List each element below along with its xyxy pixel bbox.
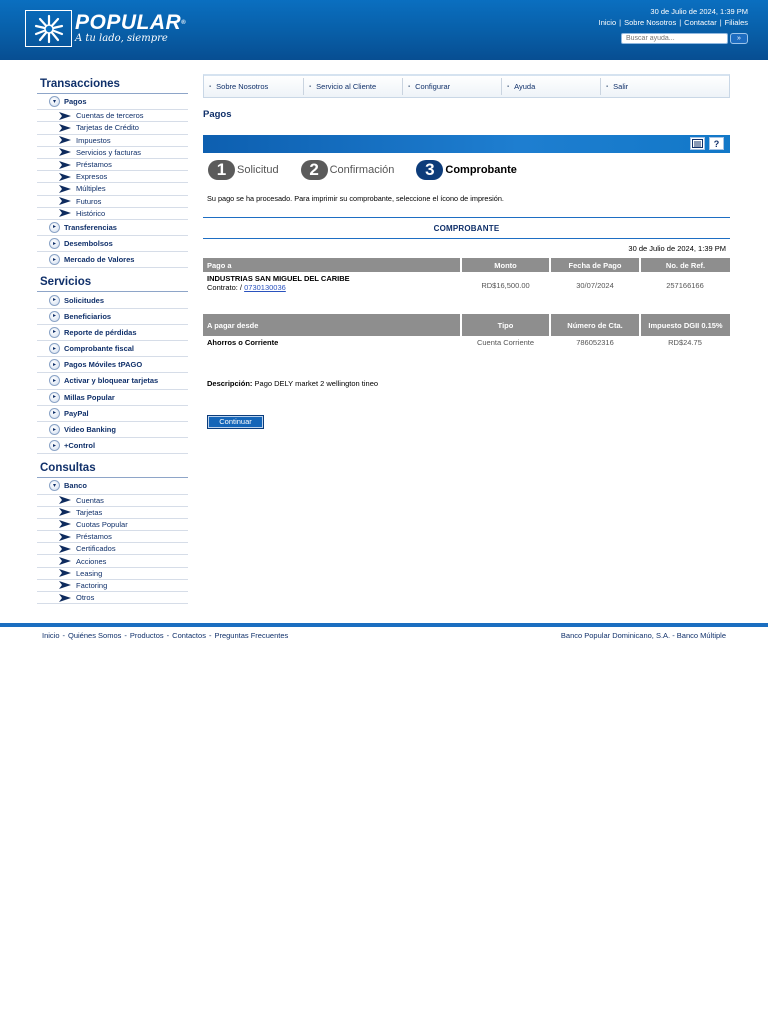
arrow-right-icon xyxy=(59,173,71,181)
sidebar-subitem[interactable]: Tarjetas de Crédito xyxy=(37,122,188,134)
sidebar-subitem[interactable]: Impuestos xyxy=(37,135,188,147)
topnav-salir[interactable]: ▪ Salir xyxy=(606,82,629,91)
collapse-icon: ▾ xyxy=(49,480,60,491)
sidebar-item[interactable]: ▸ Solicitudes xyxy=(37,292,188,308)
date-cell: 30/07/2024 xyxy=(576,281,614,290)
sidebar-section-transacciones[interactable]: Transacciones xyxy=(37,74,188,94)
header-link-filiales[interactable]: Filiales xyxy=(724,18,748,27)
column-header: Monto xyxy=(461,258,550,272)
main-content xyxy=(203,74,730,429)
continue-button[interactable]: Continuar xyxy=(207,415,264,429)
sidebar-subitem[interactable]: Acciones xyxy=(37,555,188,567)
arrow-right-icon xyxy=(59,569,71,577)
sidebar-section-consultas[interactable]: Consultas xyxy=(37,458,188,478)
sidebar-item-desembolsos[interactable]: ▸ Desembolsos xyxy=(37,236,188,252)
help-search-button[interactable]: » xyxy=(730,33,748,44)
arrow-right-icon xyxy=(59,508,71,516)
arrow-right-icon xyxy=(59,594,71,602)
banco-submenu xyxy=(37,495,188,605)
header-links: Inicio | Sobre Nosotros | Contactar | Filiales xyxy=(598,18,748,27)
reference-cell: 257166166 xyxy=(666,281,704,290)
arrow-right-icon xyxy=(59,112,71,120)
sidebar-item-banco[interactable]: ▾ Banco xyxy=(37,478,188,494)
payment-table xyxy=(203,258,730,292)
link-icon: ▪ xyxy=(408,83,411,90)
payee-name: INDUSTRIAS SAN MIGUEL DEL CARIBE xyxy=(207,274,350,283)
sidebar-item-mercado-de-valores[interactable]: ▸ Mercado de Valores xyxy=(37,252,188,268)
expand-icon: ▸ xyxy=(49,254,60,265)
sidebar-item[interactable]: ▸ Reporte de pérdidas xyxy=(37,325,188,341)
topnav-ayuda[interactable]: ▪ Ayuda xyxy=(507,82,536,91)
footer-links: Inicio - Quiénes Somos - Productos - Contactos - Preguntas Frecuentes xyxy=(42,631,289,640)
sidebar-subitem[interactable]: Tarjetas xyxy=(37,507,188,519)
source-account-table xyxy=(203,314,730,347)
sidebar-item[interactable]: ▸ Activar y bloquear tarjetas xyxy=(37,373,188,389)
sidebar-item[interactable]: ▸ Beneficiarios xyxy=(37,309,188,325)
sidebar-subitem[interactable]: Cuentas de terceros xyxy=(37,110,188,122)
page-footer xyxy=(0,623,768,641)
sidebar xyxy=(37,74,188,604)
contract-line: Contrato: / 0730130036 xyxy=(207,283,286,292)
column-header: Número de Cta. xyxy=(550,314,640,336)
footer-legal: Banco Popular Dominicano, S.A. - Banco Múltiple xyxy=(560,631,726,640)
expand-icon: ▸ xyxy=(49,295,60,306)
arrow-right-icon xyxy=(59,557,71,565)
arrow-right-icon xyxy=(59,136,71,144)
column-header: No. de Ref. xyxy=(640,258,730,272)
source-cell: Ahorros o Corriente xyxy=(207,338,279,347)
account-cell: 786052316 xyxy=(576,338,614,347)
help-icon[interactable]: ? xyxy=(709,137,724,150)
payee-cell xyxy=(203,272,461,292)
payment-description: Descripción: Pago DELY market 2 wellington tineo xyxy=(207,379,379,388)
arrow-right-icon xyxy=(59,520,71,528)
page-header xyxy=(0,0,768,60)
expand-icon: ▸ xyxy=(49,375,60,386)
brand-name: POPULAR® xyxy=(75,11,187,34)
tax-cell: RD$24.75 xyxy=(668,338,702,347)
link-icon: ▪ xyxy=(606,83,609,90)
column-header: Pago a xyxy=(203,258,461,272)
step-solicitud: 1 Solicitud xyxy=(203,160,279,180)
table-row xyxy=(203,272,730,292)
sidebar-subitem[interactable]: Leasing xyxy=(37,568,188,580)
footer-link-contactos[interactable]: Contactos xyxy=(172,631,206,640)
sidebar-subitem[interactable]: Histórico xyxy=(37,208,188,220)
expand-icon: ▸ xyxy=(49,392,60,403)
arrow-right-icon xyxy=(59,185,71,193)
page-title: Pagos xyxy=(203,109,232,120)
print-icon[interactable] xyxy=(690,137,705,150)
action-bar xyxy=(203,135,730,153)
top-navigation xyxy=(203,74,730,98)
sidebar-subitem[interactable]: Cuentas xyxy=(37,495,188,507)
step-comprobante: 3 Comprobante xyxy=(411,160,517,180)
sidebar-subitem[interactable]: Factoring xyxy=(37,580,188,592)
expand-icon: ▸ xyxy=(49,343,60,354)
footer-link-preguntas-frecuentes[interactable]: Preguntas Frecuentes xyxy=(214,631,289,640)
sidebar-subitem[interactable]: Servicios y facturas xyxy=(37,147,188,159)
sidebar-subitem[interactable]: Múltiples xyxy=(37,183,188,195)
sidebar-item[interactable]: ▸ Video Banking xyxy=(37,422,188,438)
type-cell: Cuenta Corriente xyxy=(476,338,535,347)
sidebar-subitem[interactable]: Certificados xyxy=(37,543,188,555)
sidebar-subitem[interactable]: Préstamos xyxy=(37,531,188,543)
column-header: A pagar desde xyxy=(203,314,461,336)
brand-tagline: A tu lado, siempre xyxy=(75,33,168,44)
sidebar-item[interactable]: ▸ Pagos Móviles tPAGO xyxy=(37,357,188,373)
table-row xyxy=(203,336,730,347)
expand-icon: ▸ xyxy=(49,440,60,451)
sidebar-item[interactable]: ▸ Comprobante fiscal xyxy=(37,341,188,357)
receipt-date: 30 de Julio de 2024, 1:39 PM xyxy=(628,244,726,253)
footer-link-productos[interactable]: Productos xyxy=(129,631,164,640)
sidebar-item-pagos[interactable]: ▾ Pagos xyxy=(37,94,188,110)
arrow-right-icon xyxy=(59,581,71,589)
servicios-menu xyxy=(37,292,188,454)
sidebar-section-servicios[interactable]: Servicios xyxy=(37,272,188,292)
link-icon: ▪ xyxy=(507,83,510,90)
popular-logo-mark xyxy=(25,10,72,47)
column-header: Impuesto DGII 0.15% xyxy=(640,314,730,336)
header-datetime: 30 de Julio de 2024, 1:39 PM xyxy=(650,7,748,16)
topnav-sobre-nosotros[interactable]: ▪ Sobre Nosotros xyxy=(209,82,269,91)
expand-icon: ▸ xyxy=(49,424,60,435)
sidebar-subitem[interactable]: Otros xyxy=(37,592,188,604)
sidebar-subitem[interactable]: Préstamos xyxy=(37,159,188,171)
progress-steps xyxy=(203,159,730,181)
link-icon: ▪ xyxy=(309,83,312,90)
topnav-servicio-al-cliente[interactable]: ▪ Servicio al Cliente xyxy=(309,82,377,91)
sidebar-subitem[interactable]: Expresos xyxy=(37,171,188,183)
pagos-submenu xyxy=(37,110,188,220)
footer-link-inicio[interactable]: Inicio xyxy=(42,631,60,640)
popular-logo[interactable] xyxy=(25,10,186,47)
topnav-configurar[interactable]: ▪ Configurar xyxy=(408,82,451,91)
header-link-inicio[interactable]: Inicio xyxy=(598,18,617,27)
success-message: Su pago se ha procesado. Para imprimir su comprobante, seleccione el ícono de impresión. xyxy=(207,194,504,203)
expand-icon: ▸ xyxy=(49,222,60,233)
sidebar-item[interactable]: ▸ Millas Popular xyxy=(37,390,188,406)
arrow-right-icon xyxy=(59,148,71,156)
header-link-contactar[interactable]: Contactar xyxy=(684,18,717,27)
expand-icon: ▸ xyxy=(49,238,60,249)
expand-icon: ▸ xyxy=(49,359,60,370)
collapse-icon: ▾ xyxy=(49,96,60,107)
help-search xyxy=(621,33,748,44)
expand-icon: ▸ xyxy=(49,327,60,338)
arrow-right-icon xyxy=(59,197,71,205)
sidebar-item-transferencias[interactable]: ▸ Transferencias xyxy=(37,220,188,236)
arrow-right-icon xyxy=(59,209,71,217)
sidebar-subitem[interactable]: Futuros xyxy=(37,196,188,208)
expand-icon: ▸ xyxy=(49,408,60,419)
link-icon: ▪ xyxy=(209,83,212,90)
sidebar-subitem[interactable]: Cuotas Popular xyxy=(37,519,188,531)
arrow-right-icon xyxy=(59,545,71,553)
arrow-right-icon xyxy=(59,496,71,504)
sidebar-item[interactable]: ▸ +Control xyxy=(37,438,188,454)
arrow-right-icon xyxy=(59,161,71,169)
footer-link-quienes-somos[interactable]: Quiénes Somos xyxy=(68,631,122,640)
arrow-right-icon xyxy=(59,533,71,541)
help-search-input[interactable] xyxy=(621,33,728,44)
expand-icon: ▸ xyxy=(49,311,60,322)
amount-cell: RD$16,500.00 xyxy=(481,281,530,290)
step-confirmacion: 2 Confirmación xyxy=(296,160,395,180)
column-header: Tipo xyxy=(461,314,550,336)
arrow-right-icon xyxy=(59,124,71,132)
contract-link[interactable]: 0730130036 xyxy=(244,283,286,292)
header-link-sobre-nosotros[interactable]: Sobre Nosotros xyxy=(624,18,677,27)
sidebar-item[interactable]: ▸ PayPal xyxy=(37,406,188,422)
column-header: Fecha de Pago xyxy=(550,258,640,272)
receipt-title: COMPROBANTE xyxy=(203,217,730,239)
